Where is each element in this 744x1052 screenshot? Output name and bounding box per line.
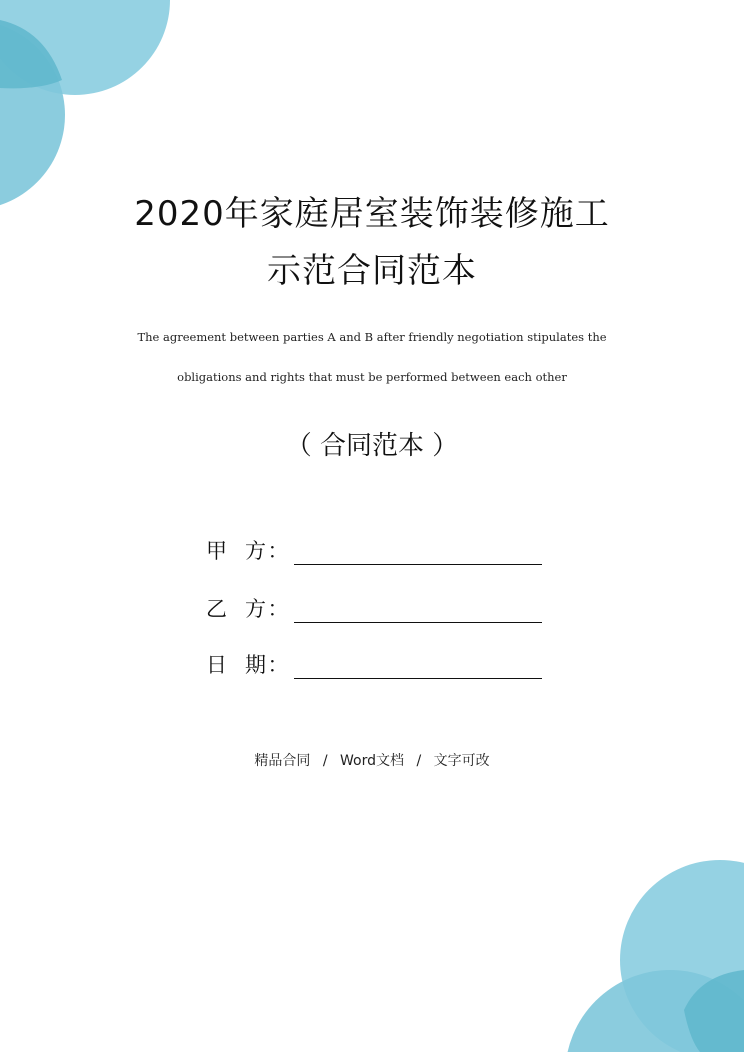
top-left-circle-large [0, 0, 170, 95]
party-a-colon: ： [267, 539, 289, 563]
english-subtitle-line-1: The agreement between parties A and B after friendly negotiation stipulates the [137, 330, 607, 344]
date-label-char-2: 期 [245, 653, 266, 677]
document-title-line-2: 示范合同范本 [267, 251, 477, 291]
bottom-right-circle-small [565, 970, 744, 1052]
top-left-overlap [0, 20, 62, 88]
party-a-label-char-2: 方 [245, 539, 266, 563]
party-a-blank-line[interactable] [294, 542, 542, 565]
party-b-label [206, 593, 266, 623]
party-a-label [206, 535, 266, 565]
footer-separator-2: / [416, 753, 422, 769]
footer-part-3: 文字可改 [433, 753, 490, 769]
document-title-line-1: 2020年家庭居室装饰装修施工 [134, 194, 610, 234]
date-label [206, 649, 266, 679]
date-blank-line[interactable] [294, 656, 542, 679]
footer-separator-1: / [322, 753, 328, 769]
date-colon: ： [267, 653, 289, 677]
party-b-field [206, 591, 542, 623]
party-b-label-char-1: 乙 [206, 597, 227, 621]
document-type-label: （ 合同范本 ） [285, 431, 459, 461]
footer-part-2: Word文档 [340, 753, 404, 769]
footer-note [0, 750, 744, 770]
top-left-circle-small [0, 20, 65, 210]
bottom-right-circle-large [620, 860, 744, 1052]
party-b-blank-line[interactable] [294, 600, 542, 623]
english-subtitle-line-2: obligations and rights that must be performed between each other [177, 370, 567, 384]
party-a-field [206, 533, 542, 565]
bottom-right-overlap [684, 970, 744, 1052]
date-label-char-1: 日 [206, 653, 227, 677]
party-b-colon: ： [267, 597, 289, 621]
date-field [206, 647, 542, 679]
party-a-label-char-1: 甲 [206, 539, 227, 563]
footer-part-1: 精品合同 [254, 753, 311, 769]
party-b-label-char-2: 方 [245, 597, 266, 621]
